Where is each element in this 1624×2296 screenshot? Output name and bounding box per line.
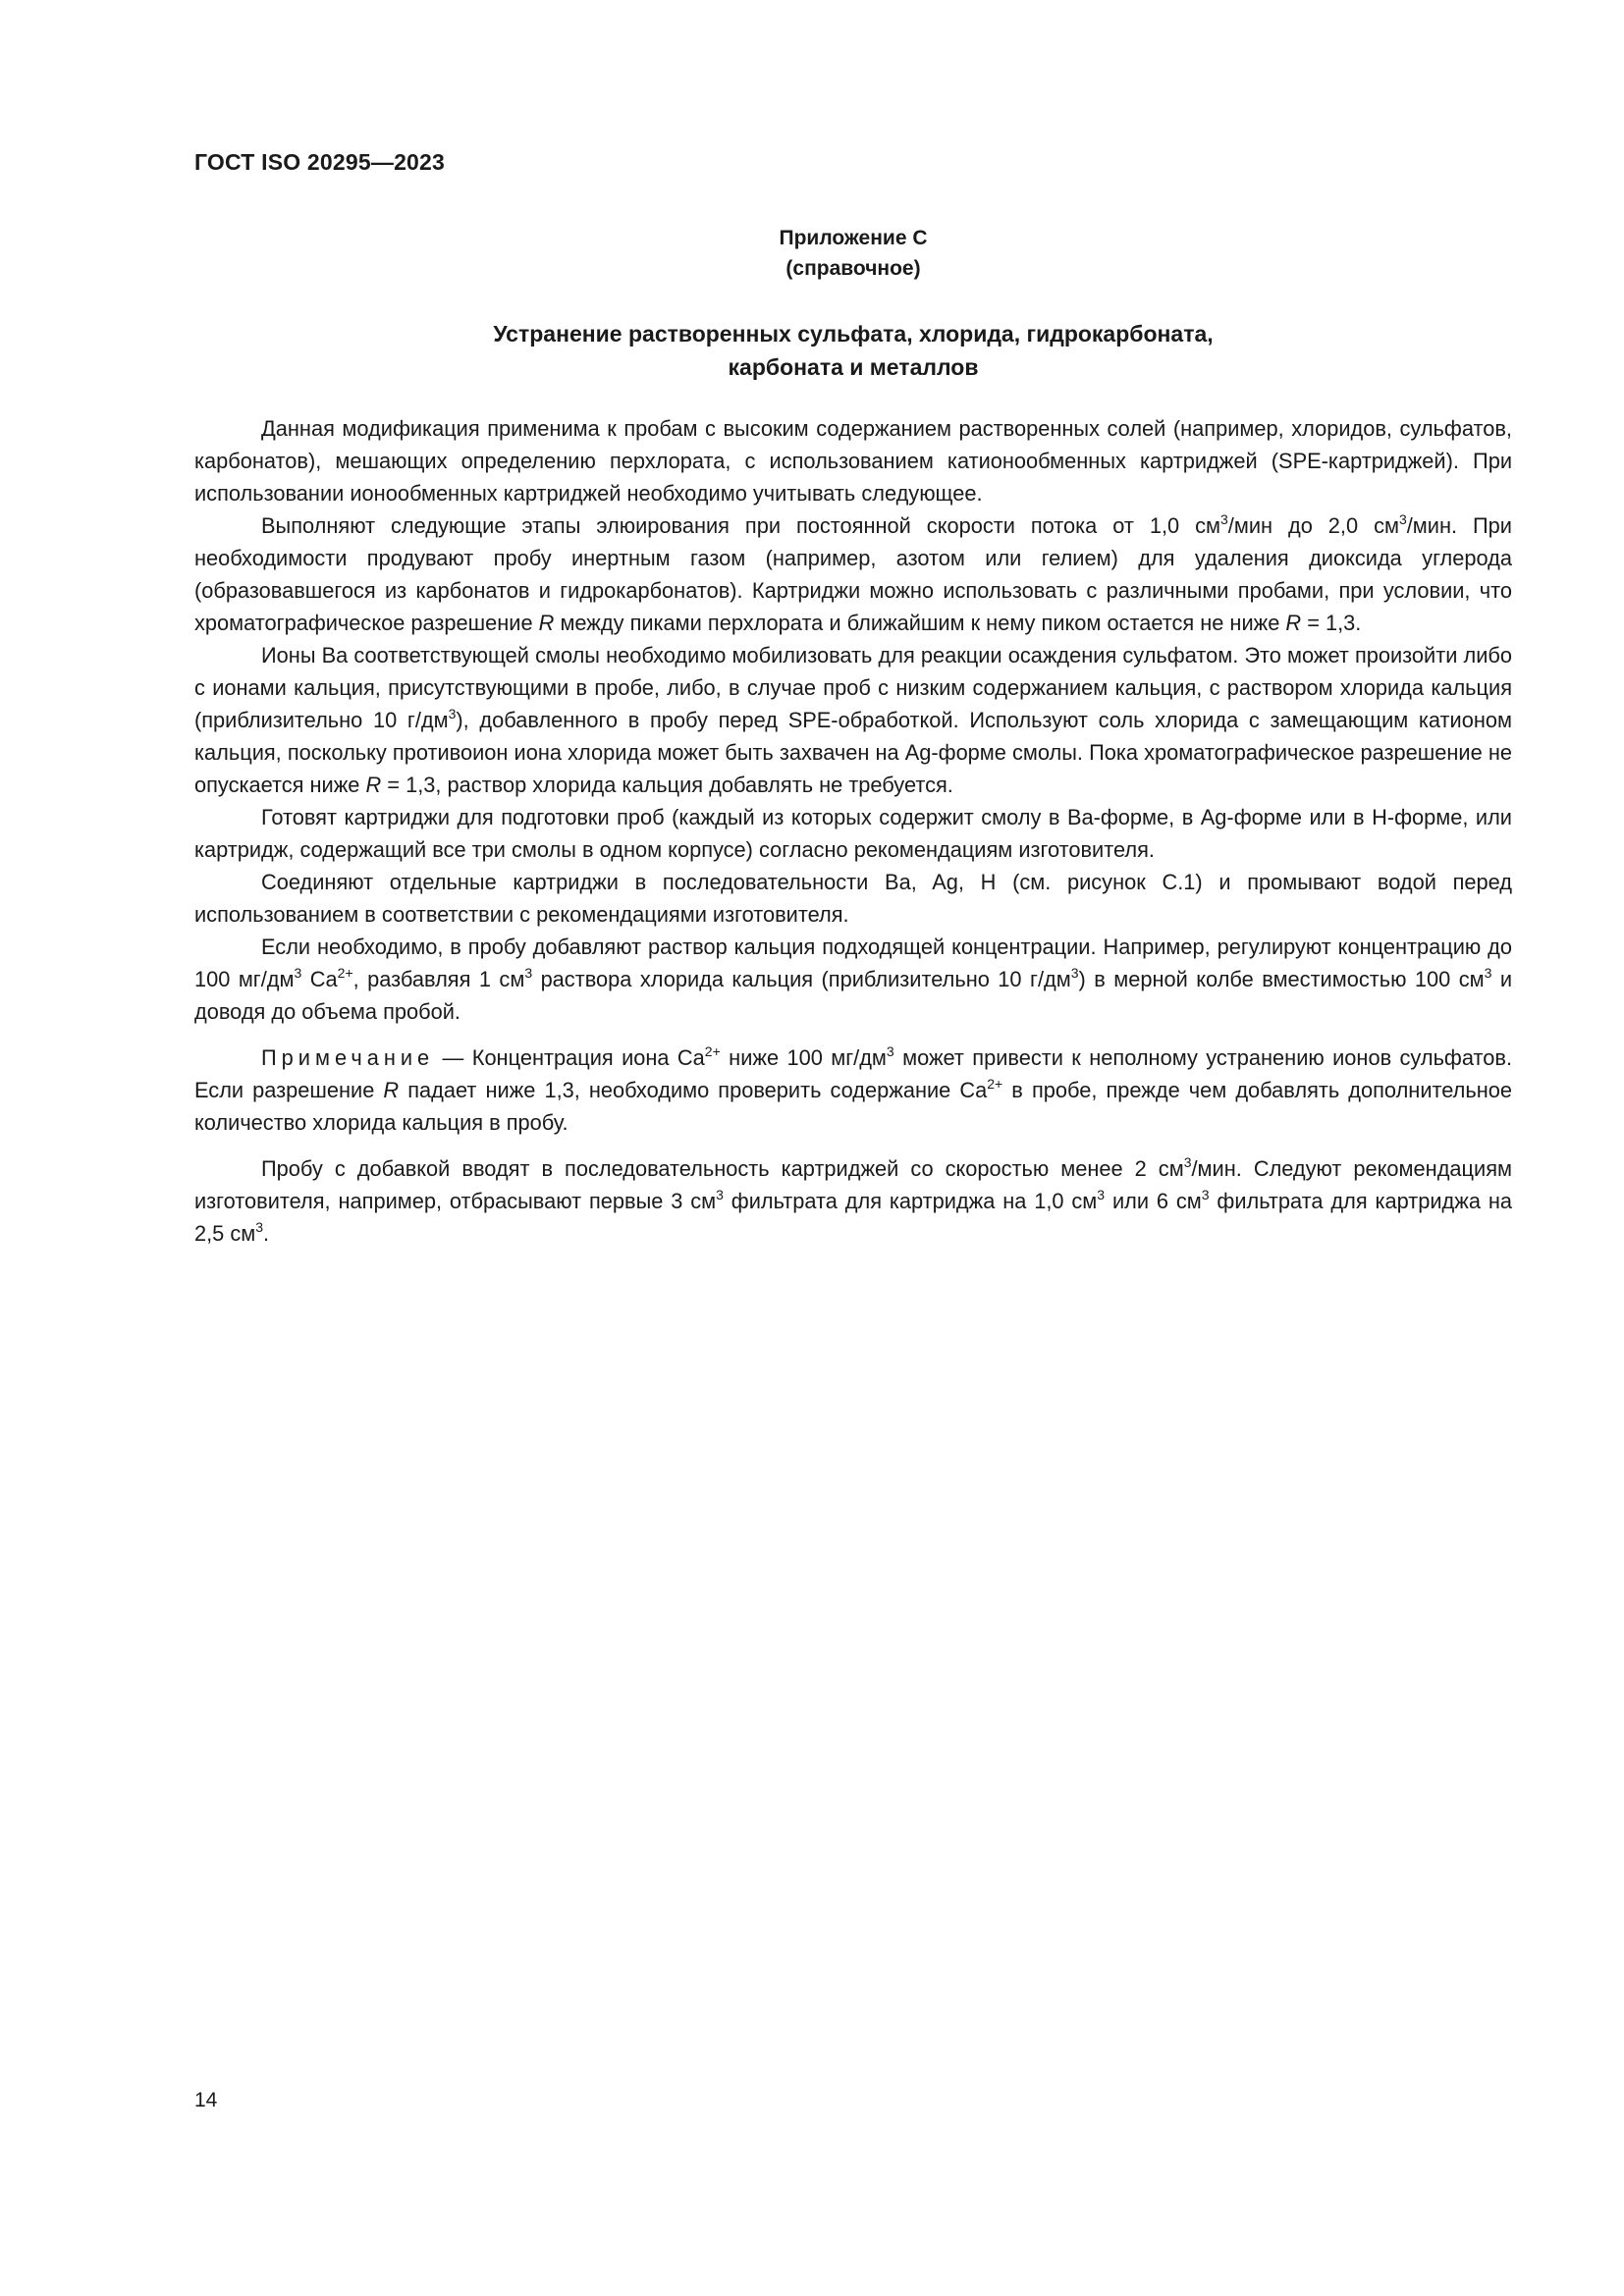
paragraph-4: Готовят картриджи для подготовки проб (каждый из которых содержит смолу в Ba-форме, в Ag-форме или в H-форме, или картридж, содержащий все три смолы в одном корпусе) согласно рекомендациям изготовителя. <box>194 805 1512 862</box>
paragraph-2: Выполняют следующие этапы элюирования при постоянной скорости потока от 1,0 $см^3$/мин до 2,0 $см^3$/мин. При необходимости продувают пробу инертным газом (например, азотом или гелием) для удаления диоксида углерода (образовавшегося из карбонатов и гидрокарбонатов). Картриджи можно использовать с различными пробами, при условии, что хроматографическое разрешение R между пиками перхлората и ближайшим к нему пиком остается не ниже R = 1,3. <box>194 511 1512 635</box>
document-body <box>194 412 1512 1250</box>
paragraph-6: Если необходимо, в пробу добавляют раствор кальция подходящей концентрации. Например, регулируют концентрацию до 100 $мг/дм^3$ $Ca^{2+}$, разбавляя 1 $см^3$ раствора хлорида кальция (приблизительно 10 $г/дм^3$) в мерной колбе вместимостью 100 $см^3$ и доводя до объема пробой. <box>194 934 1513 1024</box>
annex-title: Приложение C <box>779 227 928 249</box>
paragraph-1: Данная модификация применима к пробам с высоким содержанием растворенных солей (например, хлоридов, сульфатов, карбонатов), мешающих определению перхлората, с использованием катионообменных картриджей (SPE-картриджей). При использовании ионообменных картриджей необходимо учитывать следующее. <box>194 416 1512 506</box>
paragraph-7: Пробу с добавкой вводят в последовательность картриджей со скоростью менее 2 $см^3$/мин. Следуют рекомендациям изготовителя, например, отбрасывают первые 3 $см^3$ фильтрата для картриджа на 1,0 $см^3$ или 6 $см^3$ фильтрата для картриджа на 2,5 $см^3$. <box>194 1154 1512 1246</box>
note: Примечание — Концентрация иона $Ca^{2+}$ ниже 100 $мг/дм^3$ может привести к неполному устранению ионов сульфатов. Если разрешение R падает ниже 1,3, необходимо проверить содержание $Ca^{2+}$ в пробе, прежде чем добавлять дополнительное количество хлорида кальция в пробу. <box>194 1043 1512 1135</box>
annex-type: (справочное) <box>785 257 921 280</box>
section-title-line-2: карбоната и металлов <box>728 354 979 380</box>
page-number: 14 <box>194 2089 218 2111</box>
paragraph-3: Ионы Ba соответствующей смолы необходимо мобилизовать для реакции осаждения сульфатом. Это может произойти либо с ионами кальция, присутствующими в пробе, либо, в случае проб с низким содержанием кальция, с раствором хлорида кальция (приблизительно 10 $г/дм^3$), добавленного в пробу перед SPE-обработкой. Используют соль хлорида с замещающим катионом кальция, поскольку противоион иона хлорида может быть захвачен на Ag-форме смолы. Пока хроматографическое разрешение не опускается ниже R = 1,3, раствор хлорида кальция добавлять не требуется. <box>194 643 1512 797</box>
section-title-line-1: Устранение растворенных сульфата, хлорида, гидрокарбоната, <box>493 321 1214 347</box>
note-label: Примечание <box>261 1045 435 1070</box>
document-code: ГОСТ ISO 20295—2023 <box>194 149 446 175</box>
paragraph-5: Соединяют отдельные картриджи в последовательности Ba, Ag, H (см. рисунок C.1) и промывают водой перед использованием в соответствии с рекомендациями изготовителя. <box>194 870 1512 927</box>
section-title <box>194 317 1512 384</box>
